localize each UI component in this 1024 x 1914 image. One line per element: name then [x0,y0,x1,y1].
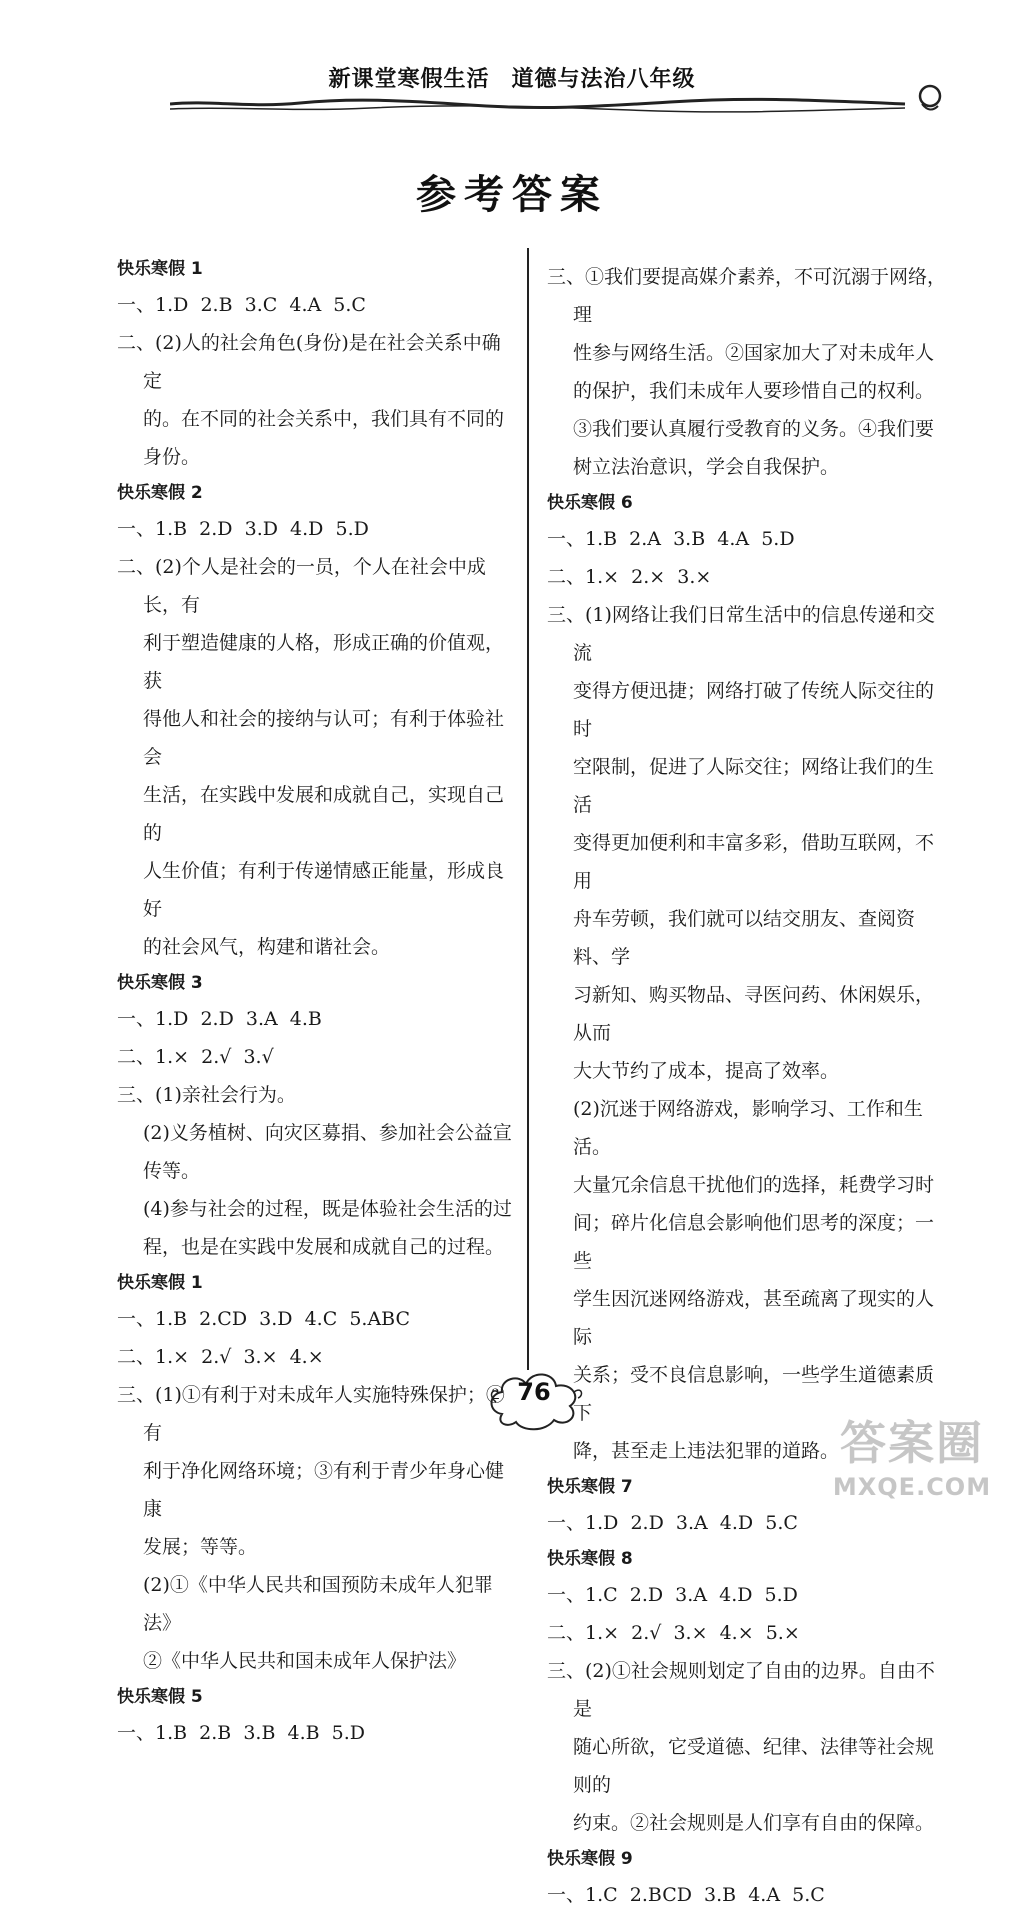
watermark [822,1407,1002,1501]
answer-text: 一、1.D 2.D 3.A 4.B [117,1008,322,1030]
section-heading: 快乐寒假 5 [117,1687,203,1707]
answer-column-left [117,252,512,1752]
answer-text: 一、1.D 2.D 3.A 4.D 5.C [547,1512,798,1534]
section-heading: 快乐寒假 9 [547,1849,633,1869]
section-heading: 快乐寒假 6 [547,493,633,513]
watermark-logo: 答案圈 [840,1416,984,1470]
subject-title: 道德与法治八年级 [511,67,696,92]
answer-text: (4)参与社会的过程，既是体验社会生活的过 程，也是在实践中发展和成就自己的过程。 [143,1198,512,1258]
answer-text: 三、(1)网络让我们日常生活中的信息传递和交流 变得方便迅捷；网络打破了传统人际交往的时 空限制，促进了人际交往；网络让我们的生活 变得更加便利和丰富多彩，借助互联网，不用 舟车劳顿，我们就可以结交朋友、查阅资料、学 习新知、购买物品、寻医问药、休闲娱乐，从而 大大节约了成本，提高了效率。 [547,604,935,1082]
header-decorative-rule [170,82,960,122]
answer-text: 一、1.B 2.A 3.B 4.A 5.D [547,528,795,550]
answer-text: (2)义务植树、向灾区募捐、参加社会公益宣 传等。 [143,1122,512,1182]
answer-text: 二、1.× 2.× 3.× [547,566,712,588]
answer-text: 二、(2)人的社会角色(身份)是在社会关系中确定 的。在不同的社会关系中，我们具有不同的 身份。 [117,332,505,468]
answer-text: 一、1.C 2.BCD 3.B 4.A 5.C [547,1884,825,1906]
answer-text: 一、1.B 2.CD 3.D 4.C 5.ABC [117,1308,411,1330]
page-number-badge [482,1362,586,1434]
answer-text: 三、(1)①有利于对未成年人实施特殊保护；②有 利于净化网络环境；③有利于青少年身心健康 发展；等等。 [117,1384,505,1558]
answer-text: 一、1.D 2.B 3.C 4.A 5.C [117,294,366,316]
header-ornament-icon [920,86,940,106]
answer-text: 一、1.B 2.B 3.B 4.B 5.D [117,1722,366,1744]
section-heading: 快乐寒假 2 [117,483,203,503]
page-number: 76 [517,1378,551,1406]
watermark-url: MXQE.COM [832,1473,992,1501]
section-heading: 快乐寒假 1 [117,259,203,279]
answer-text: (2)沉迷于网络游戏，影响学习、工作和生活。 大量冗余信息干扰他们的选择，耗费学习时 间；碎片化信息会影响他们思考的深度；一些 学生因沉迷网络游戏，甚至疏离了现实的人际 关系；受不良信息影响，一些学生道德素质下 降，甚至走上违法犯罪的道路。 [573,1098,935,1462]
answer-text: (2)①《中华人民共和国预防未成年人犯罪法》 ②《中华人民共和国未成年人保护法》 [143,1574,493,1672]
page-title: 参考答案 [416,172,608,218]
answer-text: 一、1.B 2.D 3.D 4.D 5.D [117,518,369,540]
answer-text: 二、1.× 2.√ 3.× 4.× 5.× [547,1622,800,1644]
answer-text: 二、1.× 2.√ 3.× 4.× [117,1346,324,1368]
column-divider [527,248,529,1370]
section-heading: 快乐寒假 7 [547,1477,633,1497]
answer-column-right [547,258,947,1914]
book-title: 新课堂寒假生活 [328,67,490,92]
section-heading: 快乐寒假 8 [547,1549,633,1569]
answer-text: 三、(1)亲社会行为。 [117,1084,296,1106]
section-heading: 快乐寒假 1 [117,1273,203,1293]
answer-text: 三、(2)①社会规则划定了自由的边界。自由不是 随心所欲，它受道德、纪律、法律等社会规则的 约束。②社会规则是人们享有自由的保障。 [547,1660,935,1834]
answer-text: 二、(2)个人是社会的一员，个人在社会中成长，有 利于塑造健康的人格，形成正确的价值观，获 得他人和社会的接纳与认可；有利于体验社会 生活，在实践中发展和成就自己，实现自己的 人生价值；有利于传递情感正能量，形成良好 的社会风气，构建和谐社会。 [117,556,505,958]
answer-text: 三、①我们要提高媒介素养，不可沉溺于网络，理 性参与网络生活。②国家加大了对未成年人 的保护，我们未成年人要珍惜自己的权利。 ③我们要认真履行受教育的义务。④我们要 树立法治意识，学会自我保护。 [547,266,947,478]
answer-text: 一、1.C 2.D 3.A 4.D 5.D [547,1584,798,1606]
section-heading: 快乐寒假 3 [117,973,203,993]
answer-text: 二、1.× 2.√ 3.√ [117,1046,274,1068]
